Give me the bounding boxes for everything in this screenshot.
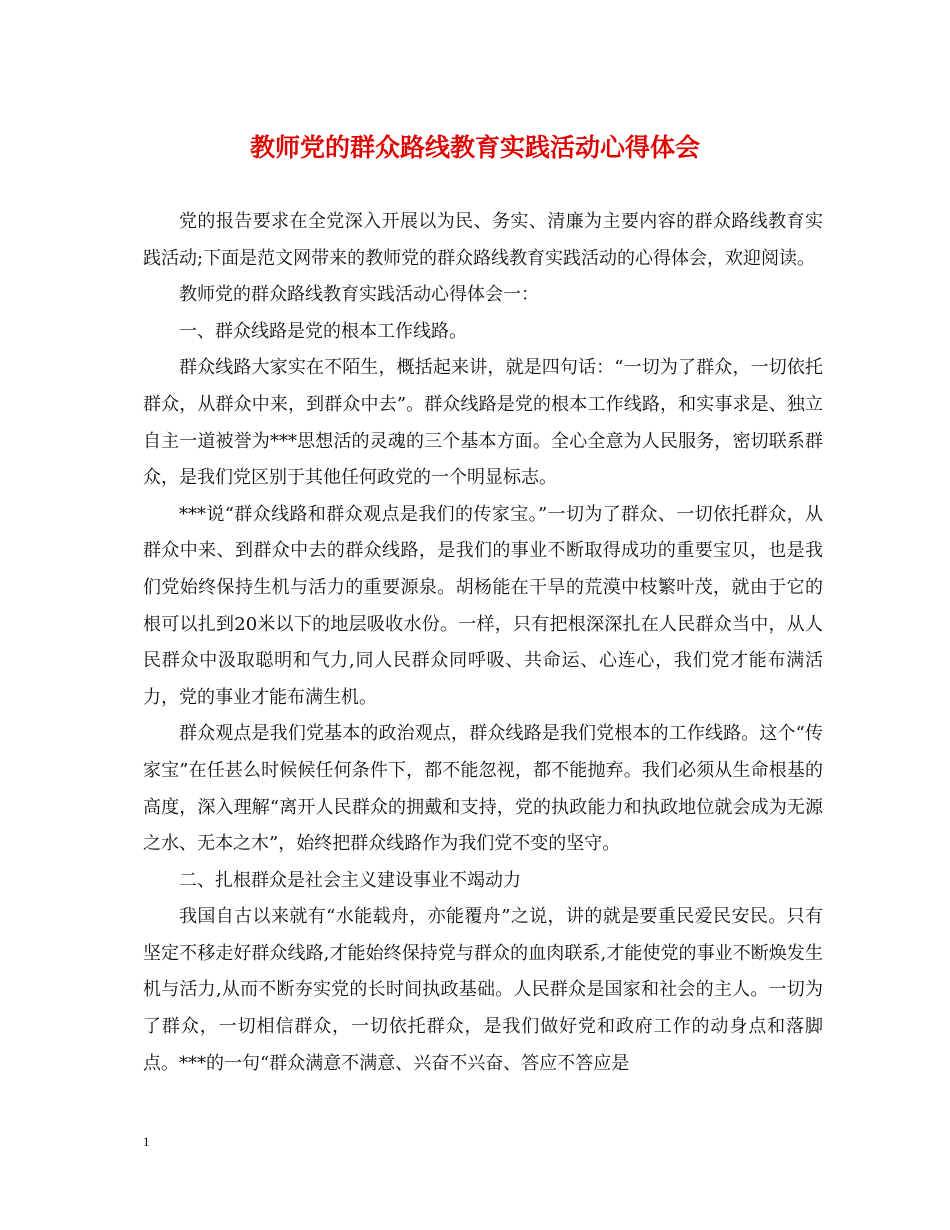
- page-number: 1: [143, 1134, 150, 1149]
- paragraph: 我国自古以来就有“水能载舟，亦能覆舟”之说，讲的就是要重民爱民安民。只有坚定不移走好群众线路,才能始终保持党与群众的血肉联系,才能使党的事业不断焕发生机与活力,从而不断夯实党的长时间执政基础。人民群众是国家和社会的主人。一切为了群众，一切相信群众，一切依托群众，是我们做好党和政府工作的动身点和落脚点。***的一句“群众满意不满意、兴奋不兴奋、答应不答应是: [143, 906, 823, 1074]
- document-body: [143, 204, 823, 1082]
- paragraph-subtitle: 教师党的群众路线教育实践活动心得体会一：: [179, 284, 539, 306]
- section-heading-1: 一、群众线路是党的根本工作线路。: [179, 320, 467, 342]
- paragraph-intro: 党的报告要求在全党深入开展以为民、务实、清廉为主要内容的群众路线教育实践活动;下面是范文网带来的教师党的群众路线教育实践活动的心得体会，欢迎阅读。: [143, 211, 823, 269]
- document-title: 教师党的群众路线教育实践活动心得体会: [249, 133, 700, 162]
- paragraph: ***说“群众线路和群众观点是我们的传家宝。”一切为了群众、一切依托群众，从群众中来、到群众中去的群众线路，是我们的事业不断取得成功的重要宝贝，也是我们党始终保持生机与活力的重要源泉。胡杨能在干旱的荒漠中枝繁叶茂，就由于它的根可以扎到20米以下的地层吸收水份。一样，只有把根深深扎在人民群众当中，从人民群众中汲取聪明和气力,同人民群众同呼吸、共命运、心连心，我们党才能布满活力，党的事业才能布满生机。: [143, 503, 823, 708]
- section-heading-2: 二、扎根群众是社会主义建设事业不竭动力: [179, 869, 521, 891]
- paragraph: 群众观点是我们党基本的政治观点，群众线路是我们党根本的工作线路。这个“传家宝”在任甚么时候候任何条件下，都不能忽视，都不能抛弃。我们必须从生命根基的高度，深入理解“离开人民群众的拥戴和支持，党的执政能力和执政地位就会成为无源之水、无本之木”，始终把群众线路作为我们党不变的坚守。: [143, 723, 823, 855]
- paragraph: 群众线路大家实在不陌生，概括起来讲，就是四句话：“一切为了群众，一切依托群众，从群众中来，到群众中去”。群众线路是党的根本工作线路，和实事求是、独立自主一道被誉为***思想活的灵魂的三个基本方面。全心全意为人民服务，密切联系群众，是我们党区别于其他任何政党的一个明显标志。: [143, 357, 823, 489]
